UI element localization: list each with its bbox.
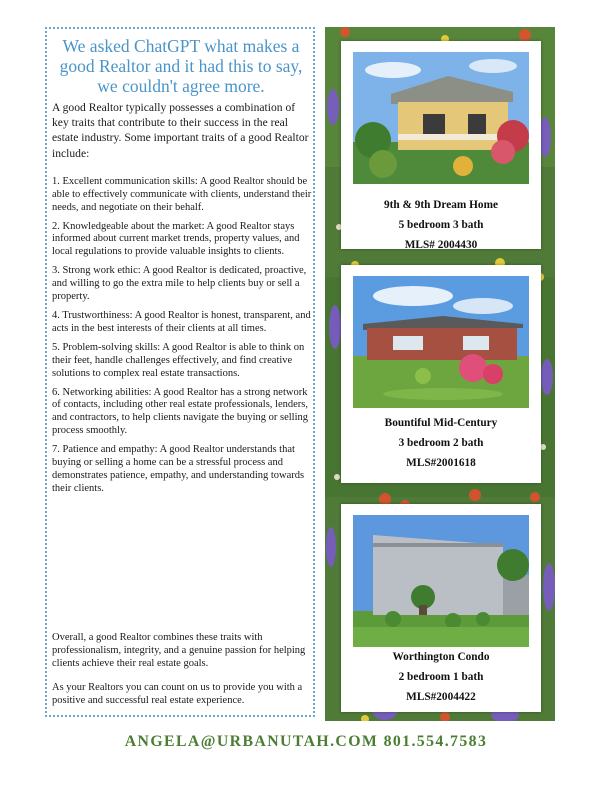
signoff-paragraph: As your Realtors you can count on us to provide you with a positive and successful real estate experience.	[52, 682, 303, 706]
listing-photo	[353, 52, 529, 184]
headline: We asked ChatGPT what makes a good Realtor and it had this to say, we couldn't agree more.	[59, 36, 303, 96]
trait-item: 5. Problem-solving skills: A good Realtor is able to think on their feet, handle challenges effectively, and find creative solutions to complex real estate transactions.	[52, 341, 305, 379]
listing-caption	[341, 195, 541, 255]
listing-name: Worthington Condo	[392, 651, 490, 663]
trait-item: 7. Patience and empathy: A good Realtor understands that buying or selling a home can be a stressful process and demonstrates patience, empathy, and understanding towards their clients.	[52, 444, 305, 494]
listing-rooms: 2 bedroom 1 bath	[398, 671, 484, 683]
listing-photo	[353, 515, 529, 647]
listing-mls: MLS#2001618	[406, 457, 476, 469]
trait-item: 6. Networking abilities: A good Realtor has a strong network of contacts, including other real estate professionals, lenders, and contractors, to help clients navigate the buying or selling process smoothly.	[52, 386, 309, 437]
traits-list	[52, 176, 312, 502]
trait-item: 4. Trustworthiness: A good Realtor is honest, transparent, and acts in the best interests of their clients at all times.	[52, 310, 311, 334]
listing-card[interactable]	[341, 41, 541, 249]
listing-rooms: 5 bedroom 3 bath	[398, 219, 484, 231]
listing-photo	[353, 276, 529, 408]
listing-caption	[341, 413, 541, 473]
listing-name: 9th & 9th Dream Home	[384, 199, 498, 211]
contact-info[interactable]: ANGELA@URBANUTAH.COM 801.554.7583	[124, 733, 488, 750]
listing-card[interactable]	[341, 504, 541, 712]
listing-mls: MLS#2004422	[406, 691, 476, 703]
trait-item: 1. Excellent communication skills: A good Realtor should be able to effectively communicate with clients, understand their needs, and negotiate on their behalf.	[52, 176, 312, 213]
listing-name: Bountiful Mid-Century	[384, 417, 498, 429]
closing-paragraph: Overall, a good Realtor combines these traits with professionalism, integrity, and a genuine passion for helping clients achieve their real estate goals.	[52, 632, 306, 669]
trait-item: 3. Strong work ethic: A good Realtor is dedicated, proactive, and willing to go the extra mile to help clients buy or sell a property.	[52, 265, 307, 302]
listing-card[interactable]	[341, 265, 541, 483]
listing-mls: MLS# 2004430	[404, 239, 478, 251]
listing-rooms: 3 bedroom 2 bath	[398, 437, 484, 449]
intro-paragraph: A good Realtor typically possesses a combination of key traits that contribute to their success in the real estate industry. Some important traits of a good Realtor include:	[52, 101, 309, 160]
listing-caption	[341, 647, 541, 707]
trait-item: 2. Knowledgeable about the market: A good Realtor stays informed about current market trends, property values, and local regulations to provide valuable insights to clients.	[52, 220, 300, 258]
